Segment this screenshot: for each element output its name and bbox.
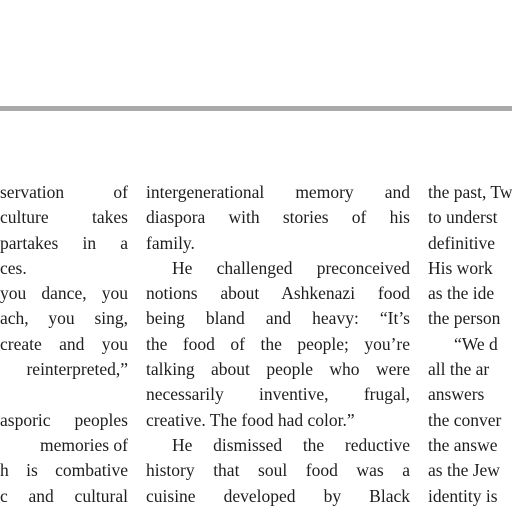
text-line: memories of: [40, 434, 128, 455]
text-line: definitive: [428, 232, 496, 253]
text-line: to underst: [428, 207, 498, 228]
text-line: family.: [146, 232, 195, 253]
text-line: He challenged preconceived: [172, 257, 410, 278]
text-line: notions about Ashkenazi food: [146, 283, 410, 304]
text-line: cuisine developed by Black: [146, 485, 410, 506]
text-line: asporic peoples: [0, 409, 128, 430]
text-line: all the ar: [428, 359, 490, 380]
text-line: the person: [428, 308, 501, 329]
text-line: diaspora with stories of his: [146, 207, 410, 228]
blank-line: [0, 382, 128, 407]
text-line: c and cultural: [0, 485, 128, 506]
text-line: He dismissed the reductive: [172, 434, 410, 455]
text-line: necessarily inventive, frugal,: [146, 384, 410, 405]
text-line: ces.: [0, 257, 27, 278]
text-line: talking about people who were: [146, 359, 410, 380]
header-divider: [0, 106, 512, 111]
text-line: create and you: [0, 333, 128, 354]
text-line: the conver: [428, 409, 502, 430]
text-line: intergenerational memory and: [146, 182, 410, 202]
text-line: as the Jew: [428, 460, 500, 481]
text-line: you dance, you: [0, 283, 128, 304]
text-line: culture takes: [0, 207, 128, 228]
text-line: identity is: [428, 485, 498, 506]
text-line: partakes in a: [0, 232, 128, 253]
text-line: His work: [428, 257, 493, 278]
text-line: history that soul food was a: [146, 460, 410, 481]
column-middle: [146, 180, 410, 509]
column-left: [0, 180, 128, 509]
text-line: being bland and heavy: “It’s: [146, 308, 410, 329]
text-line: “We d: [454, 333, 498, 354]
text-line: the past, Tw: [428, 182, 512, 202]
text-line: the food of the people; you’re: [146, 333, 410, 354]
column-right: [428, 180, 512, 509]
text-line: servation of: [0, 182, 128, 202]
text-line: answers: [428, 384, 485, 405]
text-line: h is combative: [0, 460, 128, 481]
text-line: ach, you sing,: [0, 308, 128, 329]
text-line: reinterpreted,”: [26, 359, 128, 380]
text-line: the answe: [428, 434, 498, 455]
text-line: as the ide: [428, 283, 495, 304]
text-line: creative. The food had color.”: [146, 409, 355, 430]
